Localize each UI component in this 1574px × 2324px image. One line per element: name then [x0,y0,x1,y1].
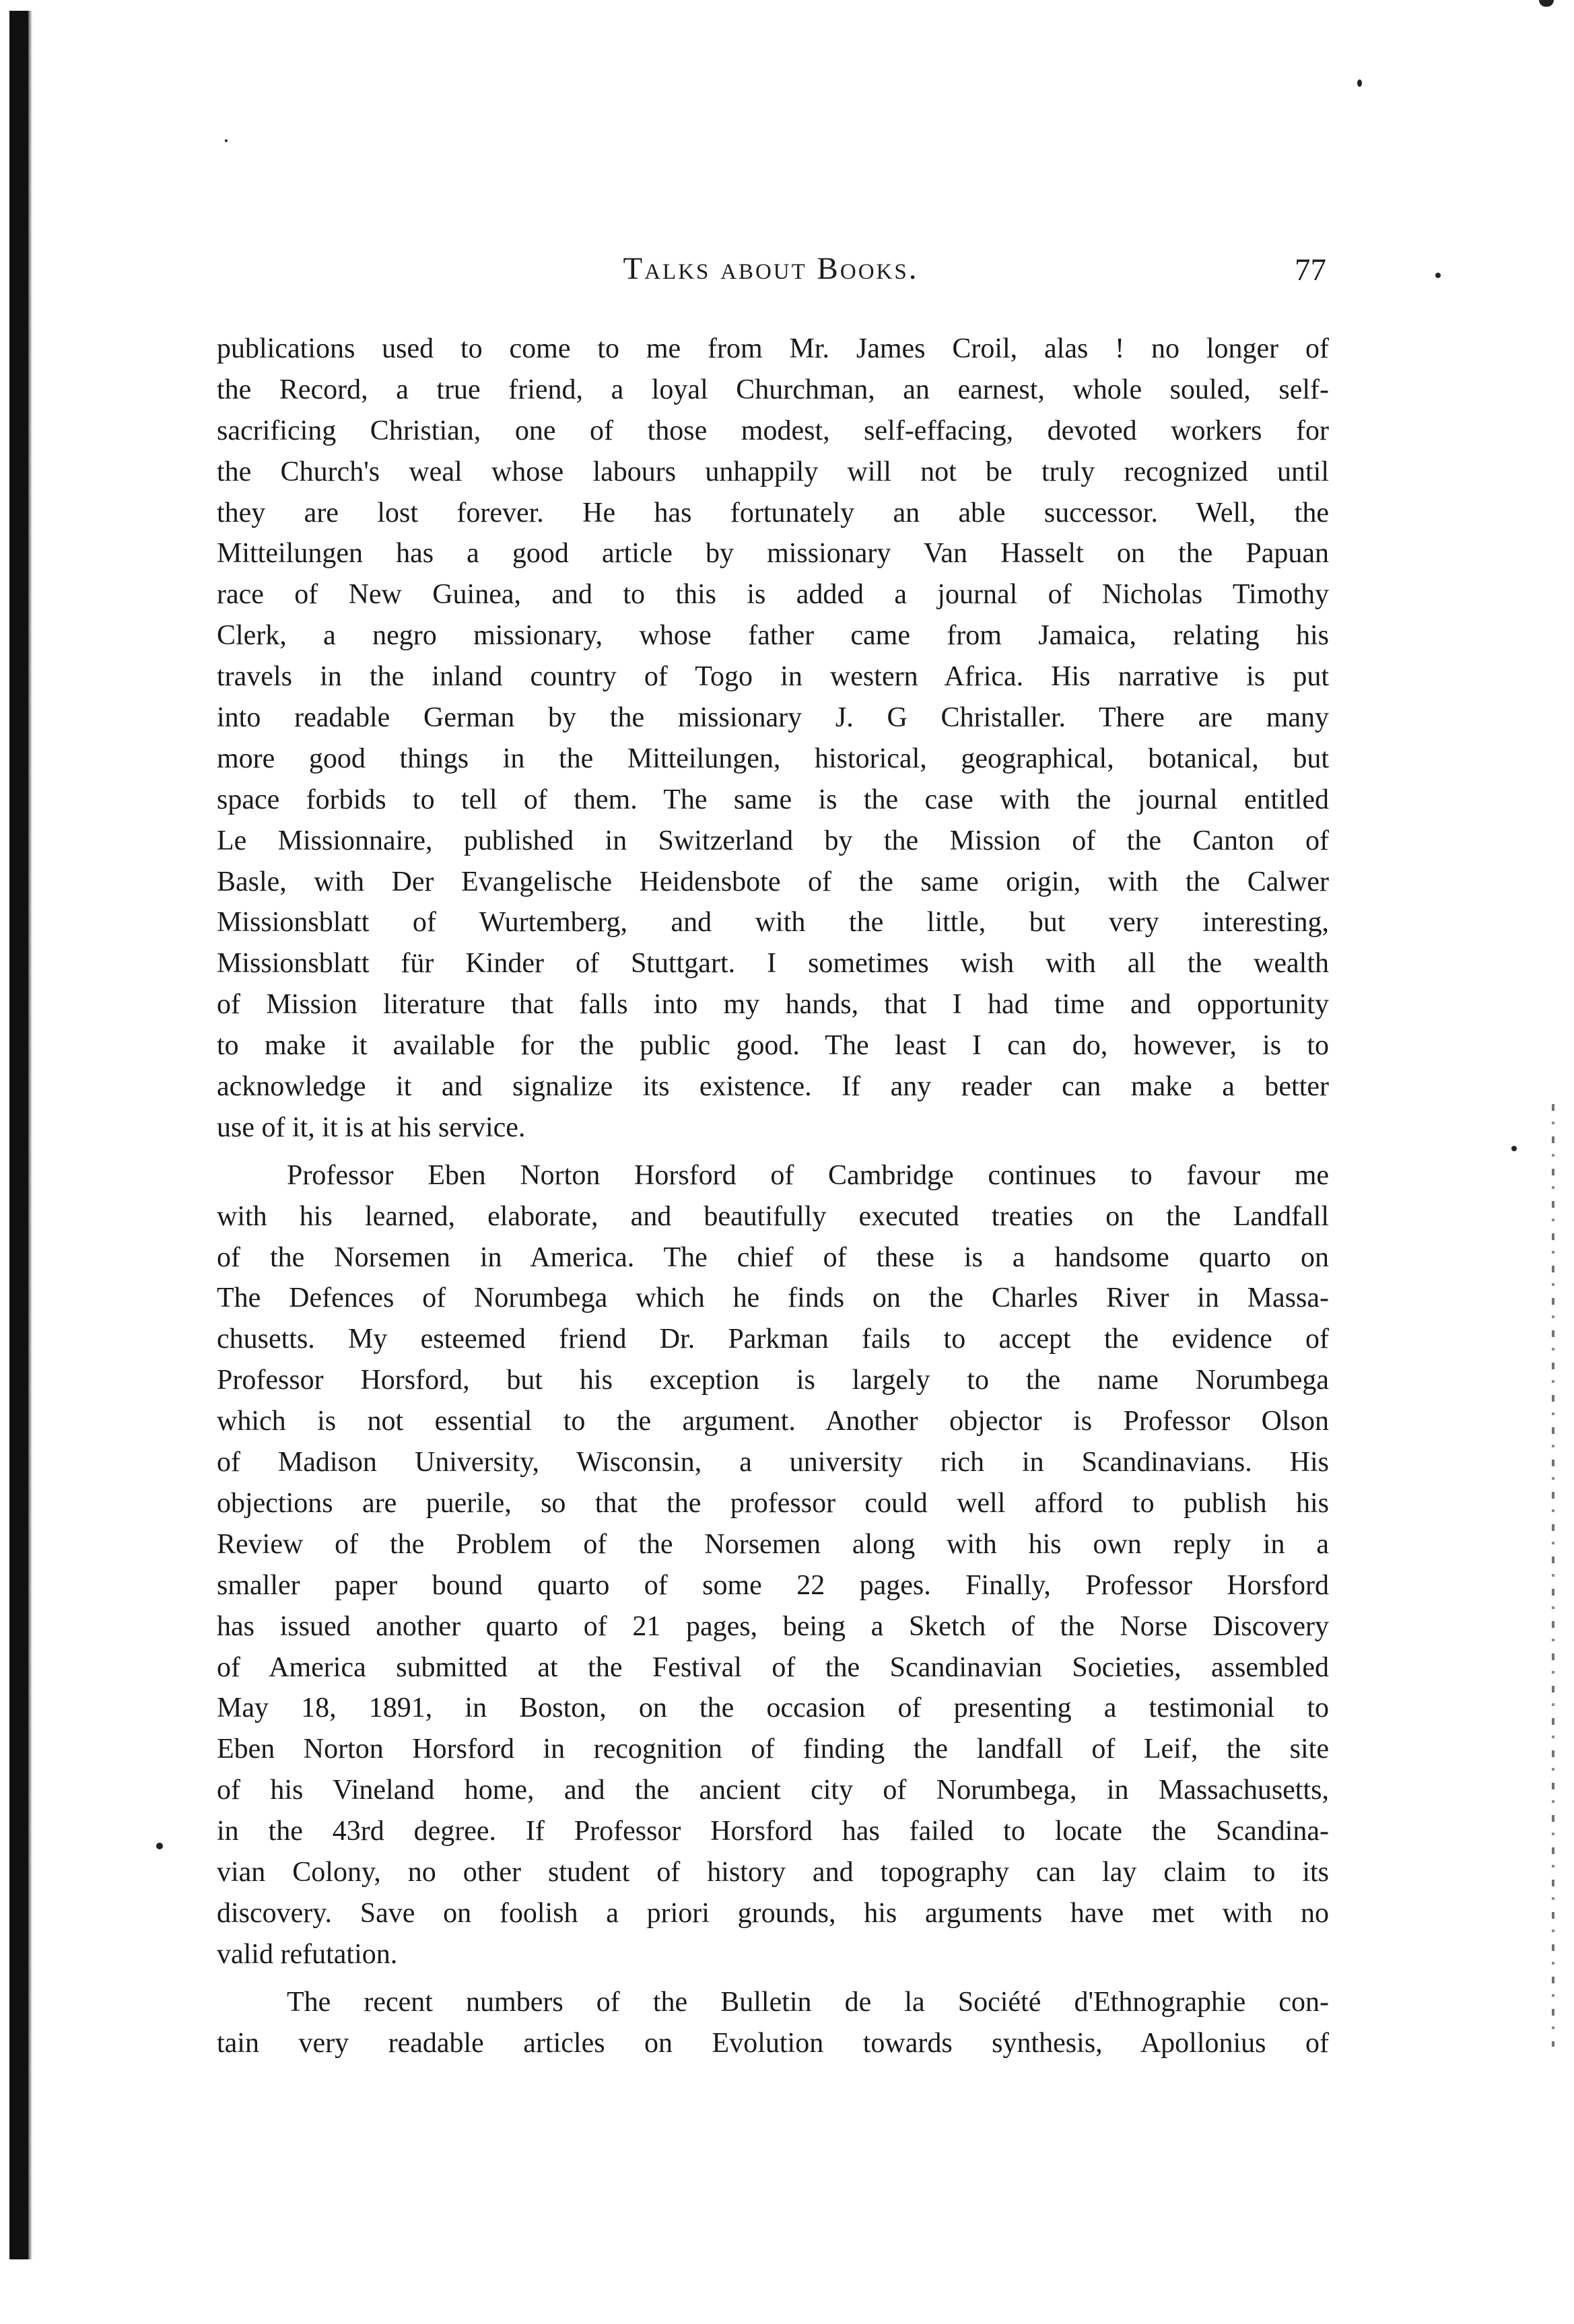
scan-speck [1357,79,1362,87]
scan-speck [225,139,228,142]
scan-speck [1511,1146,1517,1151]
text-line: discovery. Save on foolish a priori grounds, his arguments have met with no [217,1897,1329,1929]
text-line: of the Norsemen in America. The chief of these is a handsome quarto on [217,1241,1329,1273]
text-line: they are lost forever. He has fortunately an able successor. Well, the [217,497,1329,528]
text-line: to make it available for the public good. The least I can do, however, is to [217,1030,1329,1062]
text-line: Professor Eben Norton Horsford of Cambridge continues to favour me [287,1159,1329,1191]
text-line: the Record, a true friend, a loyal Churchman, an earnest, whole souled, self- [217,374,1329,405]
text-line: has issued another quarto of 21 pages, being a Sketch of the Norse Discovery [217,1610,1329,1642]
text-line: of his Vineland home, and the ancient city of Norumbega, in Massachusetts, [217,1775,1329,1806]
text-line: in the 43rd degree. If Professor Horsford has failed to locate the Scandina- [217,1816,1329,1847]
body-text [217,329,1329,2063]
scan-binding-edge [9,11,28,2259]
running-header [215,250,1326,304]
scan-speck [1435,273,1441,278]
text-line: May 18, 1891, in Boston, on the occasion of presenting a testimonial to [217,1693,1329,1724]
text-line: which is not essential to the argument. Another objector is Professor Olson [217,1406,1329,1437]
paragraph-gap [217,1975,1329,1982]
text-line: use of it, it is at his service. [217,1112,526,1143]
paragraph [217,1982,1329,2064]
text-line: acknowledge it and signalize its existence. If any reader can make a better [217,1071,1329,1103]
text-line: Le Missionnaire, published in Switzerland by the Mission of the Canton of [217,825,1329,856]
running-title: Talks about Books. [623,251,919,286]
text-line: of America submitted at the Festival of the Scandinavian Societies, assembled [217,1651,1329,1683]
text-line: Clerk, a negro missionary, whose father came from Jamaica, relating his [217,620,1329,652]
text-line: Missionsblatt für Kinder of Stuttgart. I sometimes wish with all the wealth [217,948,1329,980]
text-line: Missionsblatt of Wurtemberg, and with the little, but very interesting, [217,907,1329,938]
text-line: vian Colony, no other student of history and topography can lay claim to its [217,1856,1329,1888]
text-line: Eben Norton Horsford in recognition of finding the landfall of Leif, the site [217,1734,1329,1765]
text-line: of Mission literature that falls into my hands, that I had time and opportunity [217,989,1329,1021]
text-line: smaller paper bound quarto of some 22 pages. Finally, Professor Horsford [217,1569,1329,1601]
text-line: travels in the inland country of Togo in western Africa. His narrative is put [217,661,1329,693]
text-line: of Madison University, Wisconsin, a university rich in Scandinavians. His [217,1447,1329,1478]
scan-margin-noise [1552,1104,1554,2047]
text-line: more good things in the Mitteilungen, historical, geographical, botanical, but [217,743,1329,774]
text-line: valid refutation. [217,1938,398,1970]
text-line: sacrificing Christian, one of those modest, self-effacing, devoted workers for [217,415,1329,446]
text-line: Mitteilungen has a good article by missionary Van Hasselt on the Papuan [217,538,1329,570]
text-line: objections are puerile, so that the professor could well afford to publish his [217,1487,1329,1519]
scan-edge-shadow [28,11,32,2259]
page-number: 77 [1295,252,1326,287]
text-line: chusetts. My esteemed friend Dr. Parkman fails to accept the evidence of [217,1324,1329,1355]
text-line: into readable German by the missionary J. G Christaller. There are many [217,702,1329,734]
text-line: space forbids to tell of them. The same is the case with the journal entitled [217,784,1329,815]
text-line: tain very readable articles on Evolution towards synthesis, Apollonius of [217,2027,1329,2059]
scan-corner-mark [1539,0,1554,7]
text-line: The recent numbers of the Bulletin de la Société d'Ethnographie con- [287,1986,1329,2018]
text-line: the Church's weal whose labours unhappily will not be truly recognized until [217,456,1329,487]
text-line: Professor Horsford, but his exception is largely to the name Norumbega [217,1365,1329,1396]
text-line: Review of the Problem of the Norsemen along with his own reply in a [217,1528,1329,1560]
text-line: Basle, with Der Evangelische Heidensbote of the same origin, with the Calwer [217,866,1329,897]
text-line: The Defences of Norumbega which he finds on the Charles River in Massa- [217,1283,1329,1314]
text-line: race of New Guinea, and to this is added a journal of Nicholas Timothy [217,579,1329,611]
paragraph [217,1155,1329,1975]
paragraph [217,329,1329,1149]
text-line: publications used to come to me from Mr. James Croil, alas ! no longer of [217,333,1329,364]
paragraph-gap [217,1149,1329,1155]
text-line: with his learned, elaborate, and beautifully executed treaties on the Landfall [217,1200,1329,1232]
scan-speck [156,1843,163,1849]
